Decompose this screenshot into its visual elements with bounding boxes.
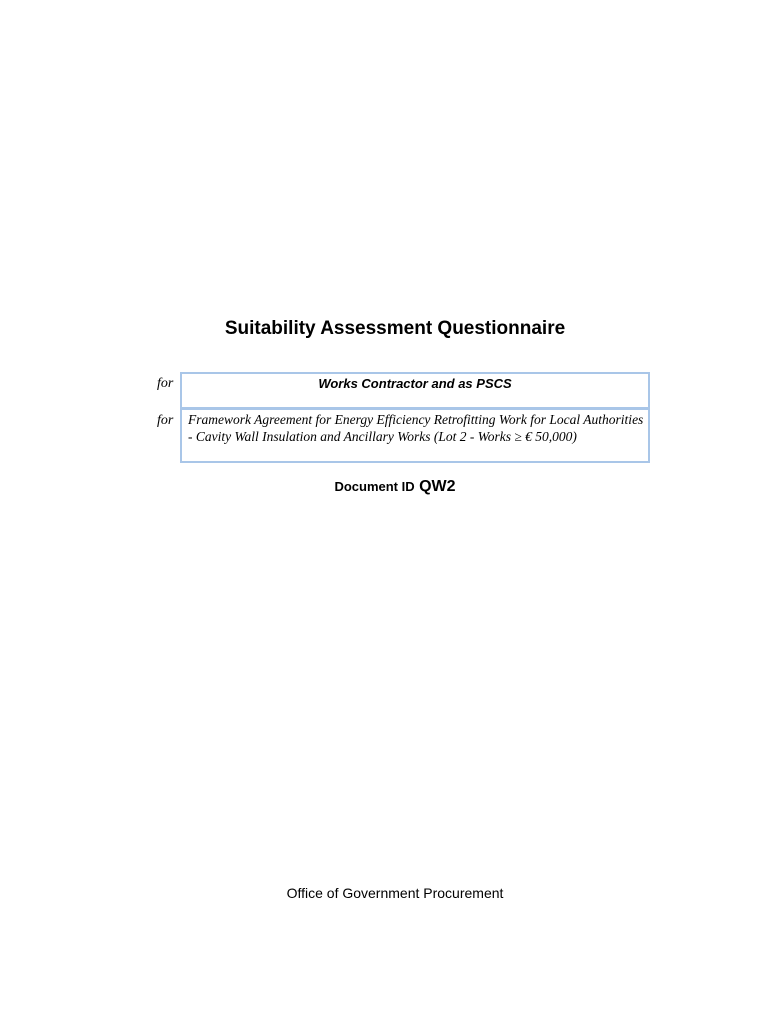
document-id (0, 478, 770, 496)
role-text: Works Contractor and as PSCS (318, 376, 512, 391)
framework-text: Framework Agreement for Energy Efficiency Retrofitting Work for Local Authorities - Cavity Wall Insulation and Ancillary Works (Lot 2 - Works ≥ € 50,000) (188, 412, 644, 444)
framework-box (180, 408, 650, 463)
document-id-value: QW2 (419, 478, 456, 495)
role-box (180, 372, 650, 409)
document-id-label: Document ID (334, 479, 415, 494)
footer-organisation: Office of Government Procurement (286, 885, 504, 901)
for-label-role: for (157, 376, 174, 391)
for-label-framework: for (157, 413, 174, 428)
page-title: Suitability Assessment Questionnaire (224, 318, 566, 339)
